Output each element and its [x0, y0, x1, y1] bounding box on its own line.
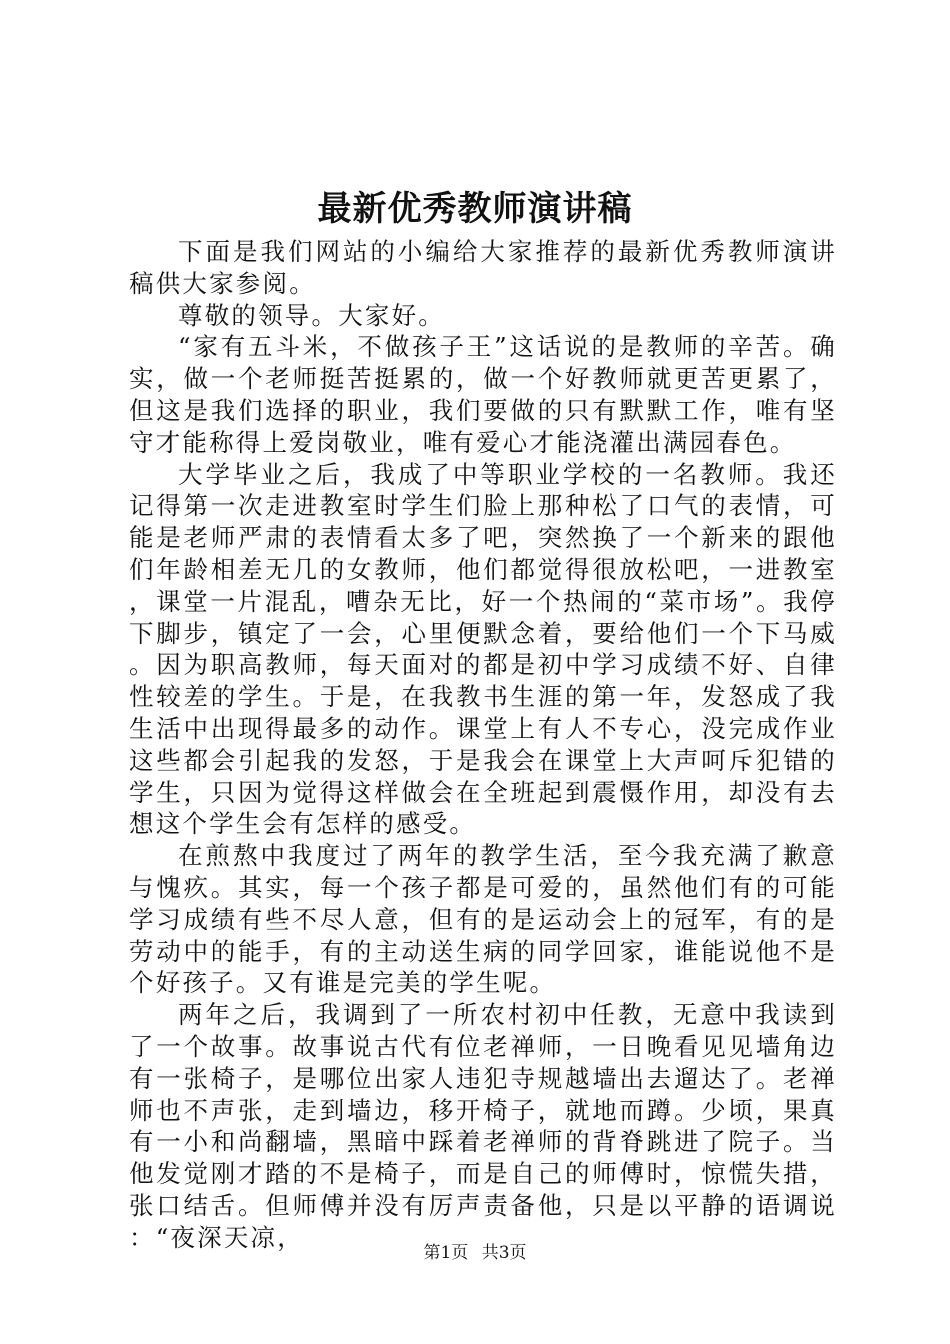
page-footer: [0, 1241, 950, 1265]
document-title: 最新优秀教师演讲稿: [317, 189, 633, 229]
page-total: 共3页: [481, 1243, 527, 1263]
paragraph-first-years: 大学毕业之后，我成了中等职业学校的一名教师。我还记得第一次走进教室时学生们脸上那种松了口气的表情，可能是老师严肃的表情看太多了吧，突然换了一个新来的跟他们年龄相差无几的女教师，他们都觉得很放松吧，一进教室，课堂一片混乱，嘈杂无比，好一个热闹的“菜市场”。我停下脚步，镇定了一会，心里便默念着，要给他们一个下马威。因为职高教师，每天面对的都是初中学习成绩不好、自律性较差的学生。于是，在我教书生涯的第一年，发怒成了我生活中出现得最多的动作。课堂上有人不专心，没完成作业这些都会引起我的发怒，于是我会在课堂上大声呵斥犯错的学生，只因为觉得这样做会在全班起到震慑作用，却没有去想这个学生会有怎样的感受。: [129, 459, 837, 839]
document-body: [129, 236, 837, 1254]
paragraph-zen-story: 两年之后，我调到了一所农村初中任教，无意中我读到了一个故事。故事说古代有位老禅师，一日晚看见见墙角边有一张椅子，是哪位出家人违犯寺规越墙出去遛达了。老禅师也不声张，走到墙边，移开椅子，就地而蹲。少顷，果真有一小和尚翻墙，黑暗中踩着老禅师的背脊跳进了院子。当他发觉刚才踏的不是椅子，而是自己的师傅时，惊慌失措，张口结舌。但师傅并没有厉声责备他，只是以平静的语调说：“夜深天凉，: [129, 1000, 837, 1252]
paragraph-reflection: 在煎熬中我度过了两年的教学生活，至今我充满了歉意与愧疚。其实，每一个孩子都是可爱的，虽然他们有的可能学习成绩有些不尽人意，但有的是运动会上的冠军，有的是劳动中的能手，有的主动送生病的同学回家，谁能说他不是个好孩子。又有谁是完美的学生呢。: [129, 841, 837, 998]
page-number: 第1页: [423, 1243, 469, 1263]
paragraph-intro: 下面是我们网站的小编给大家推荐的最新优秀教师演讲稿供大家参阅。: [129, 237, 837, 298]
paragraph-teacher-hardship: “家有五斗米，不做孩子王”这话说的是教师的辛苦。确实，做一个老师挺苦挺累的，做一个好教师就更苦更累了，但这是我们选择的职业，我们要做的只有默默工作，唯有坚守才能称得上爱岗敬业，唯有爱心才能浇灌出满园春色。: [129, 332, 837, 457]
paragraph-greeting: 尊敬的领导。大家好。: [178, 300, 445, 330]
